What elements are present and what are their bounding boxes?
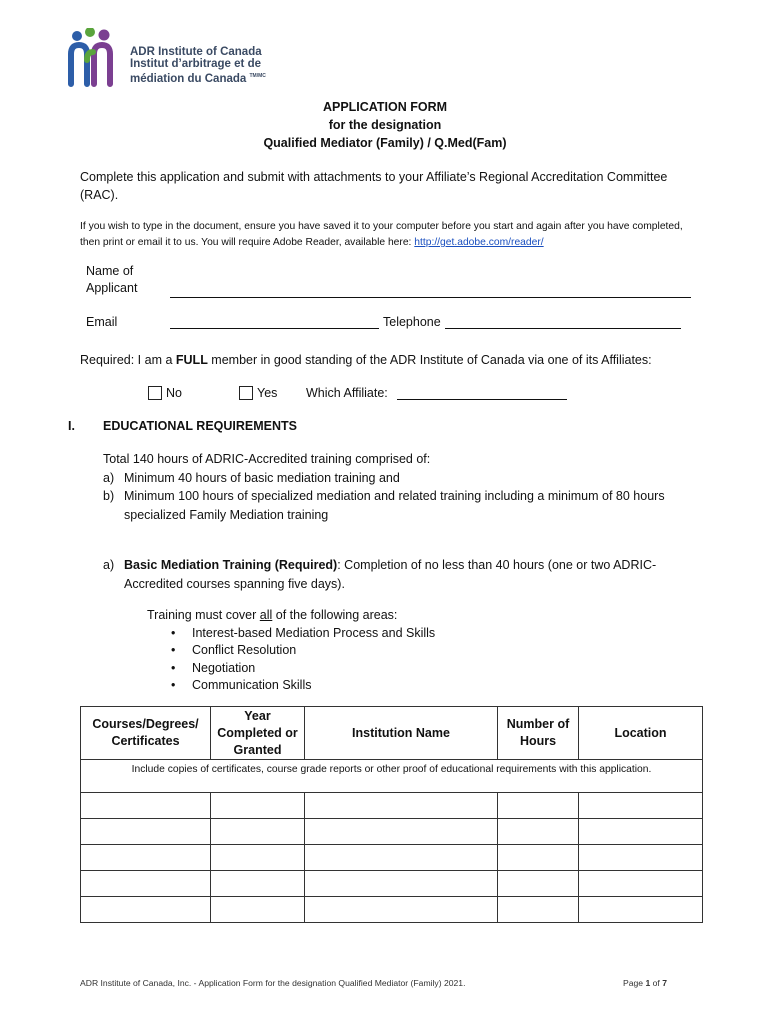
- table-cell[interactable]: [305, 845, 498, 871]
- total-hours: Total 140 hours of ADRIC-Accredited training comprised of:: [103, 452, 431, 466]
- intro-paragraph: Complete this application and submit with attachments to your Affiliate’s Regional Accreditation Committee (RAC).: [80, 170, 668, 202]
- form-title: APPLICATION FORM: [322, 100, 448, 114]
- typing-note: If you wish to type in the document, ensure you have saved it to your computer before you start and again after you have completed, then print or email it to us. You will require Adobe Reader, available here: http://get.adobe.com/reader/: [80, 221, 683, 248]
- table-cell[interactable]: [211, 845, 305, 871]
- table-cell[interactable]: [211, 793, 305, 819]
- table-cell[interactable]: [305, 871, 498, 897]
- logo-dot-blue: [72, 31, 82, 41]
- training-areas: [147, 607, 435, 695]
- table-cell[interactable]: [305, 897, 498, 923]
- table-cell[interactable]: [211, 819, 305, 845]
- table-cell[interactable]: [498, 793, 579, 819]
- bullet-icon: •: [171, 678, 176, 692]
- logo-trademark: TM/MC: [249, 73, 266, 79]
- logo-dot-green: [85, 28, 95, 37]
- telephone-field[interactable]: [445, 314, 681, 329]
- logo-text: [130, 46, 266, 85]
- col-courses: Courses/Degrees/ Certificates: [81, 707, 211, 760]
- table-cell[interactable]: [305, 793, 498, 819]
- table-cell[interactable]: [579, 871, 703, 897]
- section-title: EDUCATIONAL REQUIREMENTS: [103, 419, 297, 433]
- table-cell[interactable]: [81, 871, 211, 897]
- requirement-item: a) Minimum 40 hours of basic mediation training and: [103, 470, 400, 485]
- yes-label: Yes: [257, 386, 278, 400]
- logo-dot-purple: [99, 30, 110, 41]
- training-cover-text: Training must cover all of the following areas:: [147, 608, 398, 622]
- table-cell[interactable]: [81, 793, 211, 819]
- logo-line-1: ADR Institute of Canada: [130, 46, 262, 58]
- table-note-row: [81, 760, 703, 793]
- col-location: Location: [579, 707, 703, 760]
- list-item: • Interest-based Mediation Process and Skills: [147, 625, 435, 643]
- no-label: No: [166, 386, 182, 400]
- col-institution: Institution Name: [305, 707, 498, 760]
- table-cell[interactable]: [81, 819, 211, 845]
- designation-title: Qualified Mediator (Family) / Q.Med(Fam): [263, 136, 507, 150]
- education-table: [80, 706, 703, 923]
- telephone-label: Telephone: [383, 315, 441, 329]
- email-label: Email: [86, 315, 118, 329]
- table-cell[interactable]: [579, 897, 703, 923]
- list-item: • Conflict Resolution: [147, 642, 435, 660]
- table-cell[interactable]: [81, 845, 211, 871]
- col-year: Year Completed or Granted: [211, 707, 305, 760]
- section-number: I.: [68, 419, 75, 433]
- bullet-icon: •: [171, 660, 176, 675]
- table-cell[interactable]: [579, 819, 703, 845]
- table-cell[interactable]: [498, 819, 579, 845]
- list-item: • Negotiation: [147, 660, 435, 678]
- name-label: Name of Applicant: [86, 264, 138, 295]
- table-row: [81, 793, 703, 819]
- table-row: [81, 845, 703, 871]
- no-checkbox[interactable]: [148, 386, 162, 400]
- list-item: • Communication Skills: [147, 677, 435, 695]
- basic-training-title: Basic Mediation Training (Required): [124, 558, 338, 572]
- table-cell[interactable]: [579, 845, 703, 871]
- adobe-reader-link[interactable]: http://get.adobe.com/reader/: [414, 237, 544, 248]
- logo-m-purple: [94, 45, 110, 84]
- email-field[interactable]: [170, 314, 379, 329]
- areas-list: [147, 625, 435, 695]
- affiliate-field[interactable]: [397, 385, 567, 400]
- table-cell[interactable]: [211, 871, 305, 897]
- page-footer: ADR Institute of Canada, Inc. - Application Form for the designation Qualified Mediator (Family) 2021.: [80, 978, 466, 988]
- table-cell[interactable]: [579, 793, 703, 819]
- form-title-block: [0, 98, 770, 152]
- table-note: Include copies of certificates, course grade reports or other proof of educational requirements with this application.: [81, 760, 703, 793]
- table-cell[interactable]: [81, 897, 211, 923]
- affiliate-label: Which Affiliate:: [306, 386, 388, 400]
- name-field[interactable]: [170, 283, 691, 298]
- table-header-row: [81, 707, 703, 760]
- bullet-icon: •: [171, 625, 176, 640]
- logo-m-blue: [71, 45, 87, 84]
- form-subtitle: for the designation: [328, 118, 442, 132]
- table-cell[interactable]: [498, 871, 579, 897]
- yes-checkbox[interactable]: [239, 386, 253, 400]
- page-number: Page 1 of 7: [623, 978, 667, 988]
- logo-line-3: médiation du Canada $^{TM/MC}$: [130, 72, 266, 85]
- col-hours: Number of Hours: [498, 707, 579, 760]
- table-row: [81, 871, 703, 897]
- table-cell[interactable]: [498, 897, 579, 923]
- educational-requirements: [103, 450, 703, 524]
- table-row: [81, 819, 703, 845]
- table-cell[interactable]: [211, 897, 305, 923]
- table-cell[interactable]: [498, 845, 579, 871]
- logo-line-2: Institut d’arbitrage et de: [130, 58, 261, 70]
- bullet-icon: •: [171, 643, 176, 657]
- basic-mediation-training: a) Basic Mediation Training (Required): Completion of no less than 40 hours (one or two ADRIC-Accredited courses spanning five days).: [103, 558, 657, 591]
- requirement-item: b) Minimum 100 hours of specialized mediation and related training including a minimum of 80 hours specialized Family Mediation training: [103, 489, 665, 522]
- membership-statement: Required: I am a FULL member in good standing of the ADR Institute of Canada via one of its Affiliates:: [80, 353, 652, 367]
- table-row: [81, 897, 703, 923]
- table-cell[interactable]: [305, 819, 498, 845]
